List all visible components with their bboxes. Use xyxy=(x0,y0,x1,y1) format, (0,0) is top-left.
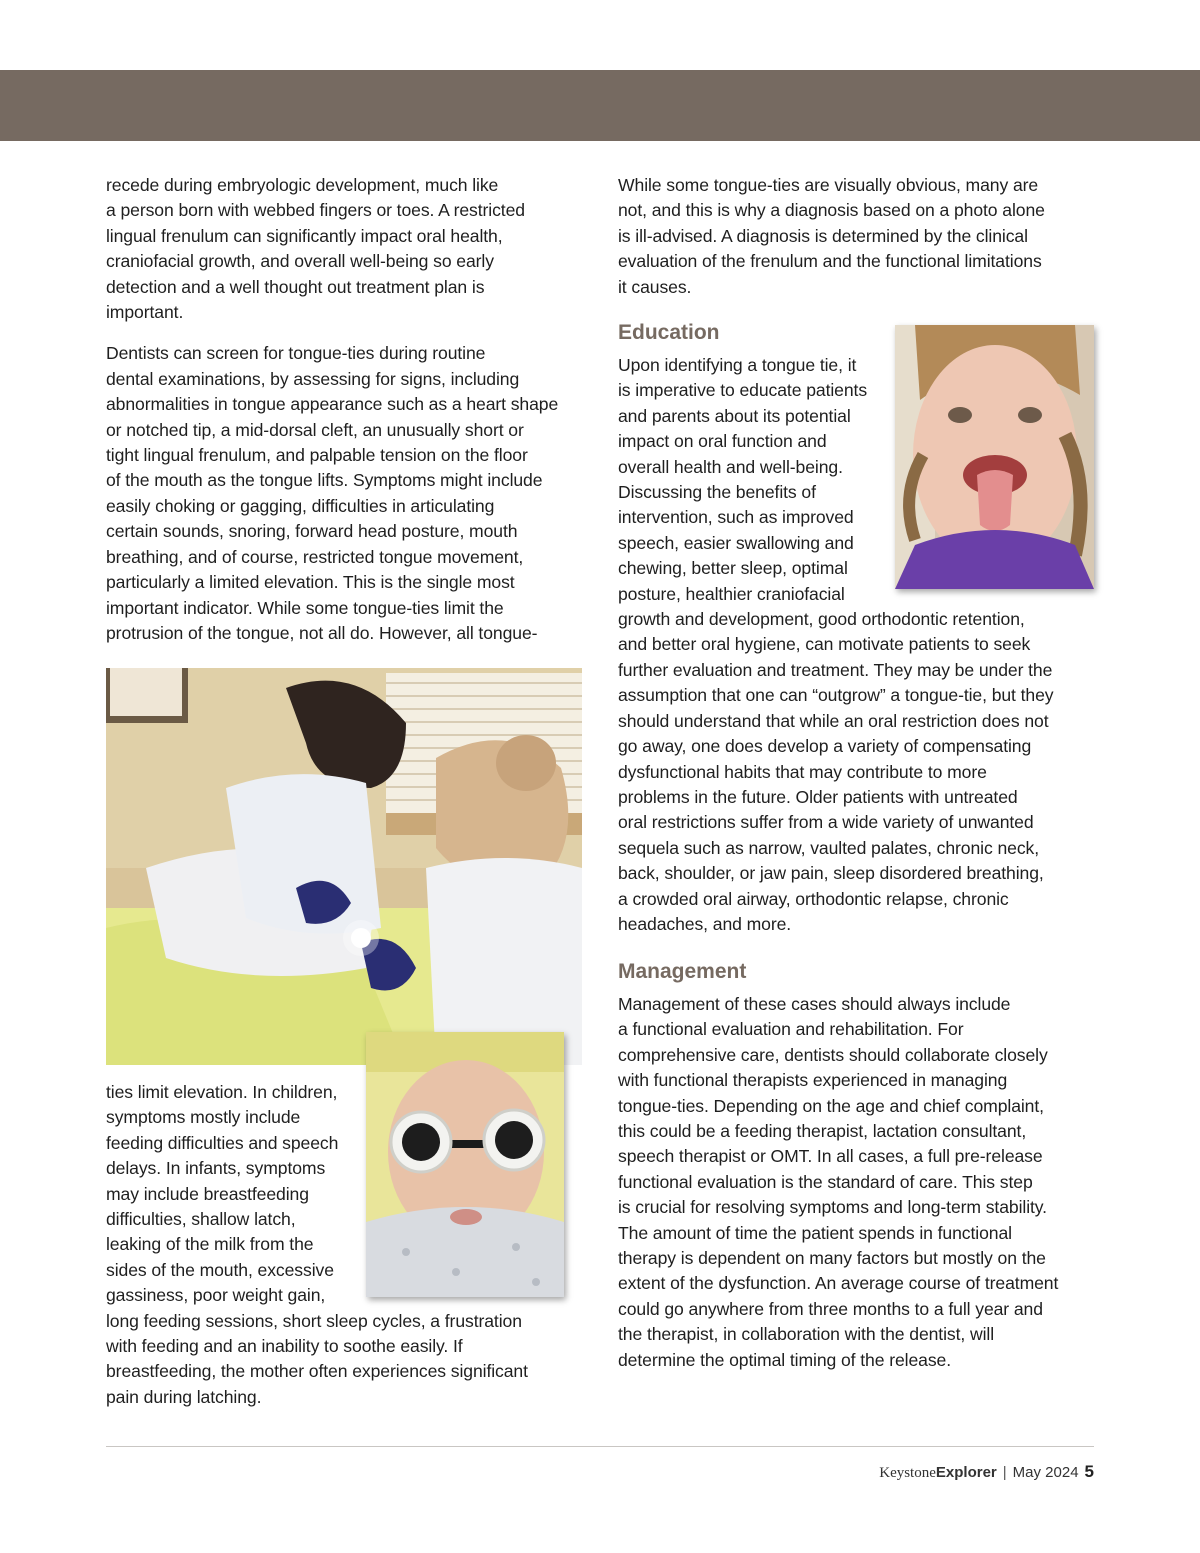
text-line: long feeding sessions, short sleep cycles, a frustration xyxy=(106,1310,522,1331)
text-line: is ill-advised. A diagnosis is determined by the clinical xyxy=(618,225,1028,246)
text-line: Upon identifying a tongue tie, it xyxy=(618,355,857,375)
text-line: important indicator. While some tongue-ties limit the xyxy=(106,597,504,618)
text-line: While some tongue-ties are visually obvious, many are xyxy=(618,175,1039,195)
left-column xyxy=(106,173,586,646)
text-line: should understand that while an oral restriction does not xyxy=(618,710,1049,731)
text-line: impact on oral function and xyxy=(618,431,827,452)
text-line: it causes. xyxy=(618,276,692,297)
text-line: ties limit elevation. In children, xyxy=(106,1082,338,1102)
footer-brand-explorer: Explorer xyxy=(935,1464,997,1481)
right-column xyxy=(618,173,1098,300)
text-line: important. xyxy=(106,302,184,323)
header-band xyxy=(0,70,1200,141)
text-line: speech therapist or OMT. In all cases, a full pre-release xyxy=(618,1146,1043,1167)
text-line: is imperative to educate patients xyxy=(618,380,868,401)
photo-infant-in-goggles xyxy=(366,1032,564,1297)
text-line: tight lingual frenulum, and palpable tension on the floor xyxy=(106,445,528,466)
paragraph-embryologic xyxy=(106,173,586,325)
text-line: dysfunctional habits that may contribute to more xyxy=(618,761,987,782)
footer-issue-date: May 2024 xyxy=(1012,1464,1079,1481)
text-line: go away, one does develop a variety of compensating xyxy=(618,736,1032,757)
text-line: abnormalities in tongue appearance such as a heart shape xyxy=(106,394,559,415)
text-line: pain during latching. xyxy=(106,1386,262,1407)
text-line: with feeding and an inability to soothe easily. If xyxy=(106,1336,463,1357)
paragraph-screening xyxy=(106,341,586,646)
footer-divider xyxy=(106,1446,1094,1447)
text-line: delays. In infants, symptoms xyxy=(106,1158,326,1179)
text-line: evaluation of the frenulum and the functional limitations xyxy=(618,251,1042,272)
text-line: recede during embryologic development, much like xyxy=(106,175,499,195)
paragraph-management xyxy=(618,992,1098,1373)
text-line: breathing, and of course, restricted tongue movement, xyxy=(106,546,524,567)
text-line: functional evaluation is the standard of care. This step xyxy=(618,1171,1033,1192)
text-line: may include breastfeeding xyxy=(106,1183,309,1204)
text-line: protrusion of the tongue, not all do. However, all tongue- xyxy=(106,622,538,643)
photo-child-showing-tongue xyxy=(895,325,1094,589)
text-line: sides of the mouth, excessive xyxy=(106,1259,334,1280)
text-line: assumption that one can “outgrow” a tongue-tie, but they xyxy=(618,685,1054,706)
page-footer xyxy=(879,1462,1094,1482)
text-line: of the mouth as the tongue lifts. Symptoms might include xyxy=(106,470,543,491)
text-line: could go anywhere from three months to a full year and xyxy=(618,1298,1043,1319)
text-line: or notched tip, a mid-dorsal cleft, an unusually short or xyxy=(106,419,524,440)
text-line: posture, healthier craniofacial xyxy=(618,583,845,604)
text-line: a crowded oral airway, orthodontic relapse, chronic xyxy=(618,888,1009,909)
text-line: particularly a limited elevation. This is the single most xyxy=(106,572,515,593)
text-line: breastfeeding, the mother often experiences significant xyxy=(106,1361,528,1382)
text-line: gassiness, poor weight gain, xyxy=(106,1285,326,1306)
text-line: this could be a feeding therapist, lactation consultant, xyxy=(618,1121,1027,1142)
text-line: chewing, better sleep, optimal xyxy=(618,558,848,579)
management-body xyxy=(618,992,1098,1373)
text-line: certain sounds, snoring, forward head posture, mouth xyxy=(106,521,518,542)
text-line: and better oral hygiene, can motivate patients to seek xyxy=(618,634,1031,655)
text-line: Dentists can screen for tongue-ties during routine xyxy=(106,343,486,364)
text-line: therapy is dependent on many factors but mostly on the xyxy=(618,1248,1046,1269)
text-line: determine the optimal timing of the release. xyxy=(618,1349,951,1370)
text-line: speech, easier swallowing and xyxy=(618,532,854,553)
text-line: comprehensive care, dentists should collaborate closely xyxy=(618,1044,1048,1065)
text-line: the therapist, in collaboration with the dentist, will xyxy=(618,1324,995,1345)
text-line: with functional therapists experienced in managing xyxy=(618,1070,1008,1091)
text-line: easily choking or gagging, difficulties in articulating xyxy=(106,495,495,516)
text-line: lingual frenulum can significantly impact oral health, xyxy=(106,225,503,246)
text-line: overall health and well-being. xyxy=(618,456,843,477)
text-line: is crucial for resolving symptoms and long-term stability. xyxy=(618,1197,1047,1218)
text-line: Discussing the benefits of xyxy=(618,482,816,503)
footer-brand-keystone: Keystone xyxy=(879,1465,936,1481)
text-line: feeding difficulties and speech xyxy=(106,1132,339,1153)
photo-clinicians-examining-infant xyxy=(106,668,582,1065)
heading-education: Education xyxy=(618,321,720,344)
text-line: craniofacial growth, and overall well-being so early xyxy=(106,251,494,272)
text-line: Management of these cases should always include xyxy=(618,994,1011,1014)
text-line: dental examinations, by assessing for signs, including xyxy=(106,368,520,389)
text-line: growth and development, good orthodontic retention, xyxy=(618,609,1025,630)
text-line: a functional evaluation and rehabilitation. For xyxy=(618,1019,964,1040)
text-line: not, and this is why a diagnosis based on a photo alone xyxy=(618,200,1045,221)
paragraph-diagnosis xyxy=(618,173,1098,300)
heading-management: Management xyxy=(618,960,747,983)
text-line: tongue-ties. Depending on the age and chief complaint, xyxy=(618,1095,1044,1116)
text-line: intervention, such as improved xyxy=(618,507,854,528)
page-number: 5 xyxy=(1084,1462,1094,1481)
text-line: detection and a well thought out treatment plan is xyxy=(106,276,485,297)
text-line: back, shoulder, or jaw pain, sleep disordered breathing, xyxy=(618,863,1044,884)
text-line: further evaluation and treatment. They may be under the xyxy=(618,659,1053,680)
text-line: a person born with webbed fingers or toes. A restricted xyxy=(106,200,525,221)
text-line: extent of the dysfunction. An average course of treatment xyxy=(618,1273,1059,1294)
text-line: headaches, and more. xyxy=(618,913,792,934)
text-line: and parents about its potential xyxy=(618,405,851,426)
footer-separator: | xyxy=(1002,1464,1007,1481)
text-line: leaking of the milk from the xyxy=(106,1234,314,1255)
text-line: sequela such as narrow, vaulted palates, chronic neck, xyxy=(618,837,1040,858)
text-line: symptoms mostly include xyxy=(106,1107,301,1128)
text-line: difficulties, shallow latch, xyxy=(106,1209,296,1230)
text-line: problems in the future. Older patients with untreated xyxy=(618,786,1018,807)
text-line: The amount of time the patient spends in functional xyxy=(618,1222,1012,1243)
text-line: oral restrictions suffer from a wide variety of unwanted xyxy=(618,812,1034,833)
